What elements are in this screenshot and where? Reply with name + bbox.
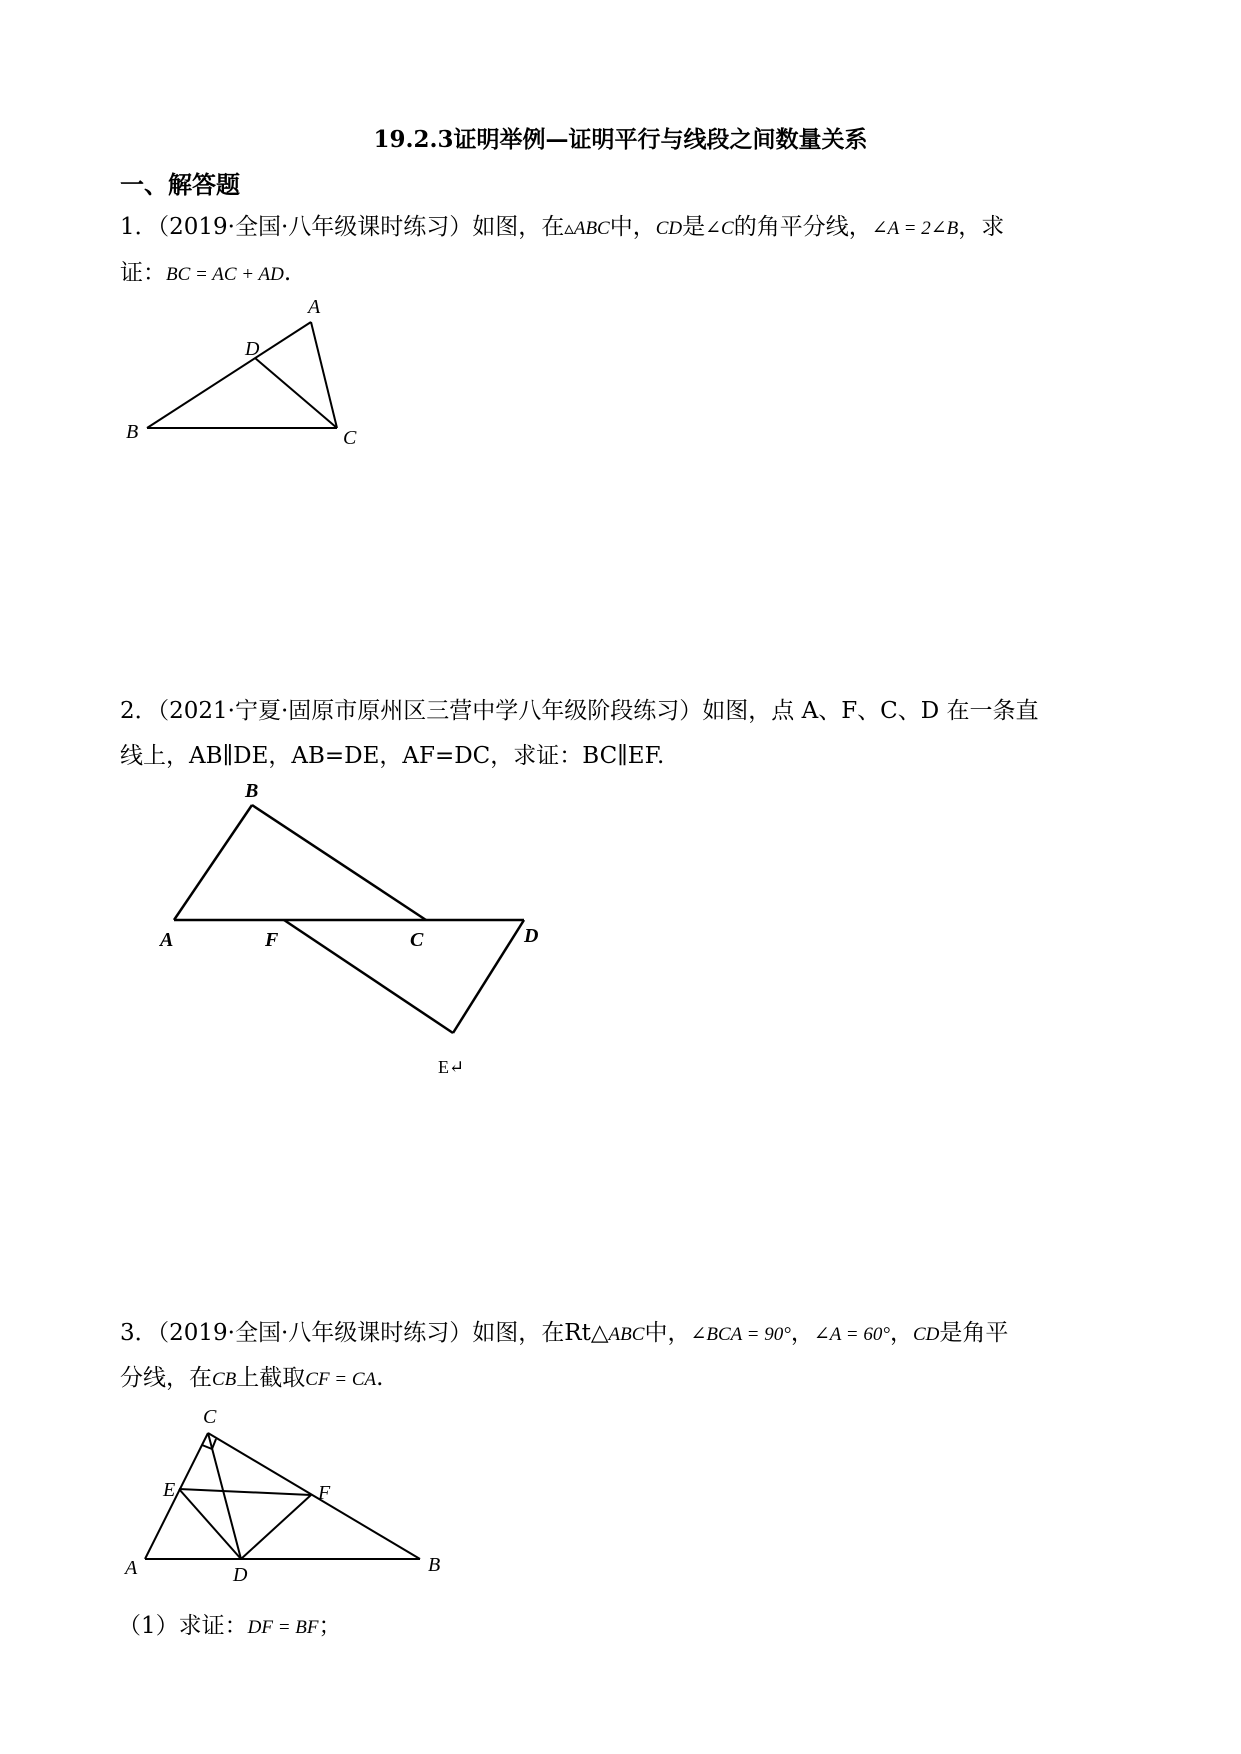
vertex-label-d: D: [233, 1564, 248, 1585]
problem-source: （2019·全国·八年级课时练习）: [157, 214, 473, 240]
problem-text: 中，: [644, 1320, 691, 1346]
problem-3-line-2: [120, 1359, 383, 1392]
figure-1-triangle: [110, 295, 410, 445]
problem-number: 3．: [120, 1320, 158, 1346]
math-cf-ca: CF = CA: [305, 1369, 377, 1390]
problem-text: .: [283, 260, 292, 286]
vertex-label-f: F: [318, 1482, 331, 1504]
math-angle-c: ∠C: [705, 218, 734, 239]
vertex-label-b: B: [126, 421, 139, 443]
problem-source: （2021·宁夏·固原市原州区三营中学八年级阶段练习）: [157, 698, 703, 724]
problem-text: .: [376, 1365, 384, 1391]
section-heading: 一、解答题: [120, 170, 240, 199]
problem-text: 如图，在: [472, 1320, 565, 1346]
vertex-label-a: A: [308, 296, 321, 318]
math-abc: ABC: [608, 1324, 645, 1345]
vertex-label-b: B: [245, 780, 259, 802]
problem-text: 是角平: [939, 1320, 1009, 1346]
problem-1-line-2: [120, 254, 291, 287]
math-rt: Rt△: [564, 1320, 609, 1346]
figure-3-right-triangle: [115, 1405, 455, 1585]
problem-3-subquestion-1: [118, 1607, 342, 1640]
problem-text: ，: [889, 1320, 913, 1346]
math-angle-bca: ∠BCA = 90°: [690, 1324, 791, 1345]
problem-2-line-1: [120, 692, 1039, 725]
vertex-label-d: D: [245, 338, 260, 360]
vertex-label-b: B: [428, 1554, 441, 1576]
problem-text: ，求: [958, 214, 1005, 240]
problem-text: ；: [318, 1613, 342, 1639]
problem-text: 上截取: [236, 1365, 306, 1391]
vertex-label-c: C: [343, 427, 357, 445]
math-angle-a: ∠A = 60°: [813, 1324, 890, 1345]
vertex-label-f: F: [265, 929, 279, 951]
math-cd: CD: [655, 218, 683, 239]
problem-1-line-1: [120, 208, 1004, 241]
problem-3-line-1: [120, 1314, 1008, 1347]
math-cd: CD: [912, 1324, 940, 1345]
problem-source: （2019·全国·八年级课时练习）: [157, 1320, 473, 1346]
problem-text: ，: [790, 1320, 814, 1346]
math-condition: ∠A = 2∠B: [871, 218, 959, 239]
problem-text: 是: [682, 214, 706, 240]
page-title: 19.2.3证明举例—证明平行与线段之间数量关系: [373, 126, 868, 153]
problem-text: 如图，在: [472, 214, 565, 240]
problem-text: （1）求证：: [118, 1613, 248, 1639]
math-triangle: ▵ABC: [564, 218, 610, 239]
vertex-label-a: A: [125, 1557, 138, 1579]
math-cb: CB: [212, 1369, 237, 1390]
math-df-bf: DF = BF: [247, 1617, 319, 1638]
problem-number: 2．: [120, 698, 158, 724]
problem-text: 分线，在: [120, 1365, 212, 1391]
vertex-label-e: E: [163, 1479, 176, 1501]
vertex-label-e: E↵: [438, 1057, 465, 1077]
problem-number: 1．: [120, 214, 158, 240]
problem-text: 如图，点 A、F、C、D 在一条直: [702, 698, 1039, 724]
problem-text: 证：: [120, 260, 166, 286]
math-equation: BC = AC + AD: [166, 264, 284, 285]
vertex-label-a: A: [160, 929, 174, 951]
vertex-label-d: D: [524, 925, 539, 947]
vertex-label-c: C: [410, 929, 424, 951]
figure-2-parallel-triangles: [150, 775, 560, 1085]
problem-text: 的角平分线，: [733, 214, 872, 240]
problem-text: 中，: [609, 214, 656, 240]
problem-2-line-2: 线上，AB∥DE，AB=DE，AF=DC，求证：BC∥EF.: [120, 743, 665, 769]
vertex-label-c: C: [203, 1406, 217, 1428]
